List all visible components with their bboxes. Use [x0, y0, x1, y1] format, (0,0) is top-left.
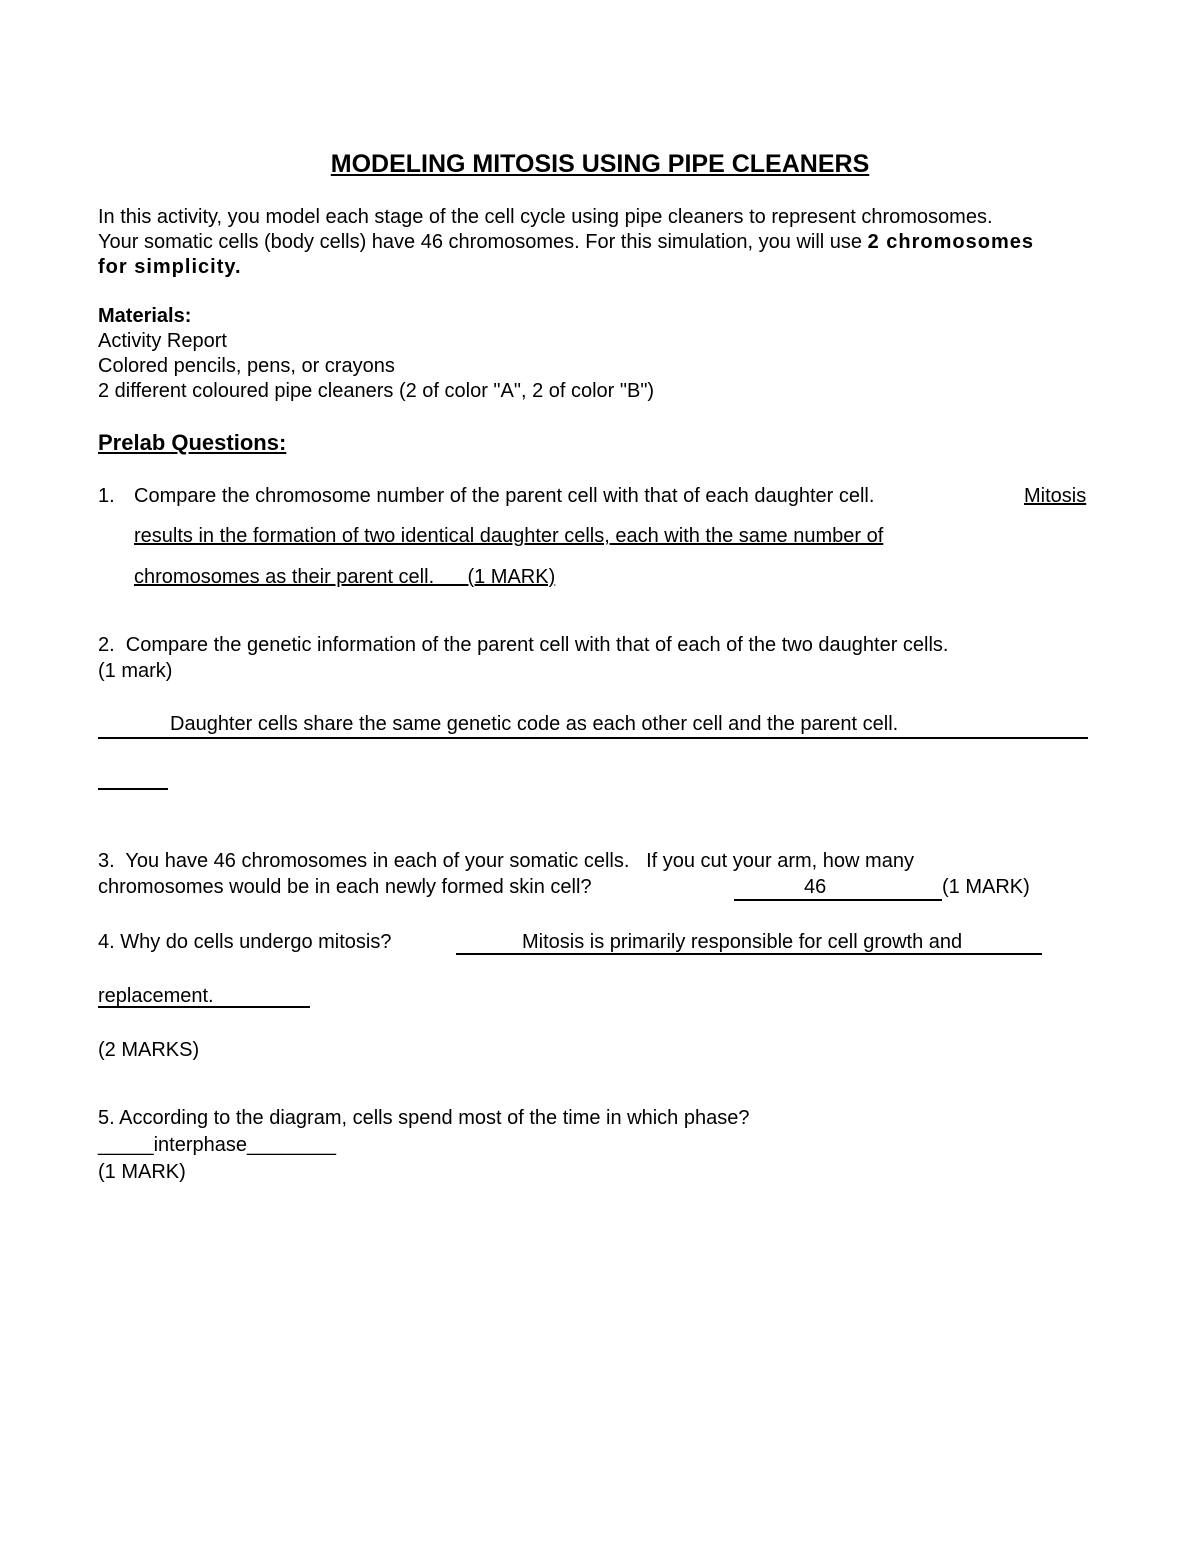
q5-marks: (1 MARK)	[98, 1161, 186, 1183]
q3-answer-underline	[734, 899, 942, 901]
materials-item: 2 different coloured pipe cleaners (2 of color "A", 2 of color "B")	[98, 380, 655, 402]
q5-answer: _____interphase________	[98, 1134, 336, 1156]
intro-line-3	[98, 256, 242, 279]
q2-question-line-2: (1 mark)	[98, 660, 173, 682]
intro-line-2-text: Your somatic cells (body cells) have 46 chromosomes. For this simulation, you will use	[98, 231, 868, 253]
prelab-heading: Prelab Questions:	[98, 430, 287, 455]
q4-question: 4. Why do cells undergo mitosis?	[98, 931, 392, 953]
materials-item: Colored pencils, pens, or crayons	[98, 355, 395, 377]
q3-marks: (1 MARK)	[942, 876, 1030, 898]
q2-extra-underline	[98, 788, 168, 790]
q1-answer-line-2: results in the formation of two identical daughter cells, each with the same number of	[134, 525, 884, 547]
q1-answer-line-1: Mitosis	[1024, 485, 1087, 507]
q4-answer-line-1: Mitosis is primarily responsible for cell growth and	[522, 931, 963, 953]
intro-line-1: In this activity, you model each stage of the cell cycle using pipe cleaners to represent chromosomes.	[98, 206, 993, 228]
q4-answer-underline-2	[98, 1006, 310, 1008]
q3-question-line-1: 3. You have 46 chromosomes in each of your somatic cells. If you cut your arm, how many	[98, 850, 914, 872]
materials-heading: Materials:	[98, 305, 192, 327]
q1-question: Compare the chromosome number of the parent cell with that of each daughter cell.	[134, 485, 875, 507]
intro-line-2	[98, 231, 1034, 254]
intro-bold-simplicity: for simplicity.	[98, 256, 242, 278]
materials-item: Activity Report	[98, 330, 227, 352]
q3-question-line-2: chromosomes would be in each newly formed skin cell?	[98, 876, 592, 898]
q4-answer-line-2: replacement.	[98, 985, 214, 1007]
q4-answer-underline-1	[456, 953, 1042, 955]
q4-marks: (2 MARKS)	[98, 1039, 200, 1061]
q2-question-line-1: 2. Compare the genetic information of the parent cell with that of each of the two daughter cells.	[98, 634, 949, 656]
q1-answer-line-3: chromosomes as their parent cell. (1 MARK)	[134, 566, 556, 588]
page-title: MODELING MITOSIS USING PIPE CLEANERS	[330, 150, 870, 178]
q2-answer-underline	[98, 737, 1088, 739]
q1-number: 1.	[98, 485, 115, 507]
intro-bold-chromosomes: 2 chromosomes	[867, 231, 1034, 253]
q2-answer: Daughter cells share the same genetic code as each other cell and the parent cell.	[170, 713, 899, 735]
q3-answer: 46	[804, 876, 827, 898]
q5-question: 5. According to the diagram, cells spend most of the time in which phase?	[98, 1107, 750, 1129]
